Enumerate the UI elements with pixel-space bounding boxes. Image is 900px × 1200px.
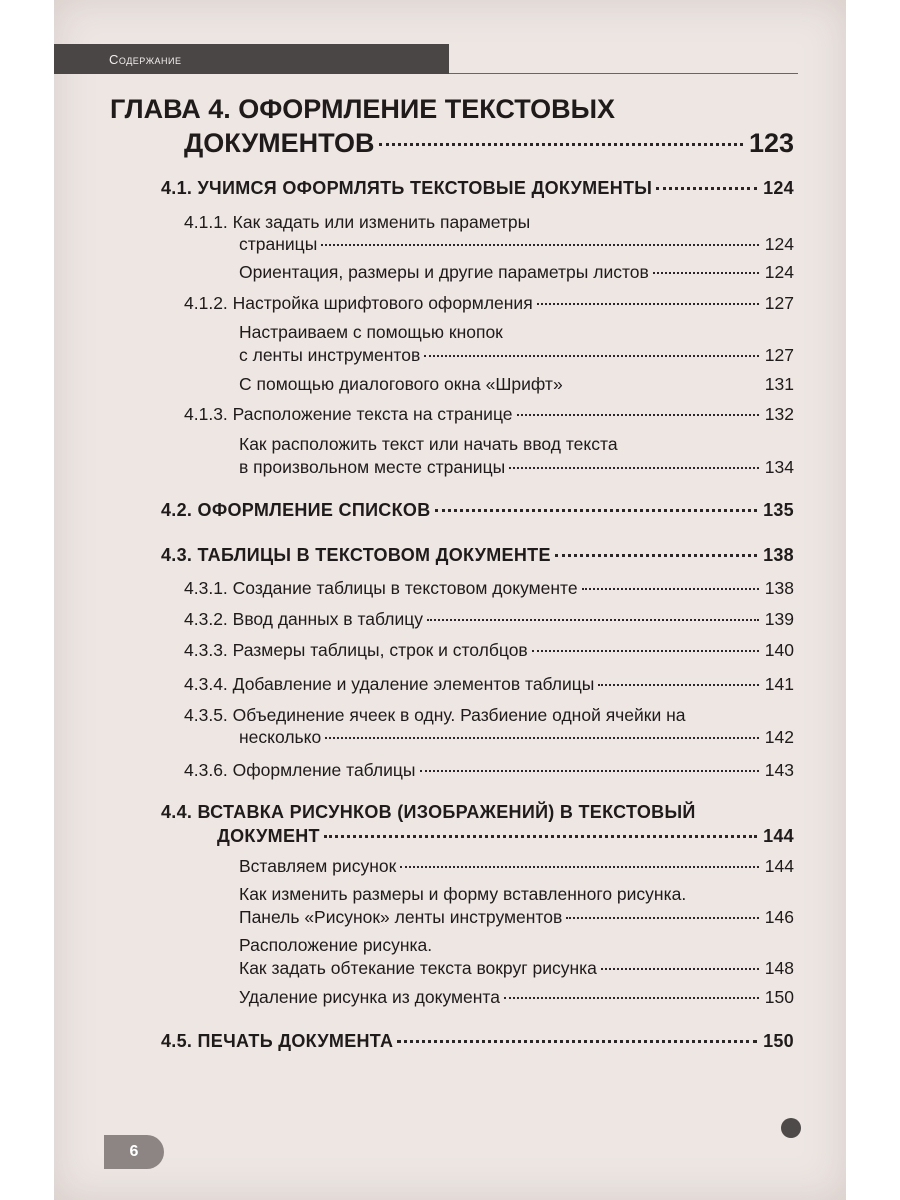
toc-page: 140 — [764, 640, 794, 660]
toc-subsection-4-3-3[interactable] — [184, 640, 794, 661]
leader-dots — [537, 303, 759, 305]
chapter-title-line2: ДОКУМЕНТОВ — [184, 128, 375, 158]
toc-item-font-dialog[interactable] — [239, 374, 794, 395]
ink-dot — [781, 1118, 801, 1138]
toc-subsection-4-1-1[interactable] — [239, 234, 794, 255]
toc-subsection-4-1-2[interactable] — [184, 293, 794, 314]
toc-page: 124 — [764, 234, 794, 254]
toc-ribbon-line1: Настраиваем с помощью кнопок — [239, 322, 503, 342]
toc-title: Удаление рисунка из документа — [239, 987, 500, 1007]
toc-title: Как задать обтекание текста вокруг рисунка — [239, 958, 597, 978]
toc-page: 138 — [764, 578, 794, 598]
toc-page: 134 — [764, 457, 794, 477]
toc-title: Вставляем рисунок — [239, 856, 397, 876]
toc-item-resize-picture[interactable] — [239, 907, 794, 928]
toc-page: 148 — [764, 958, 794, 978]
toc-page: 127 — [764, 293, 794, 313]
leader-dots — [653, 272, 759, 274]
toc-title: 4.2. ОФОРМЛЕНИЕ СПИСКОВ — [161, 500, 431, 520]
toc-wrap-line1: Расположение рисунка. — [239, 935, 433, 955]
toc-item-orientation[interactable] — [239, 262, 794, 283]
toc-section-4-3[interactable] — [161, 545, 794, 566]
leader-dots — [598, 684, 758, 686]
toc-subsection-4-3-2[interactable] — [184, 609, 794, 630]
leader-dots — [321, 244, 759, 246]
leader-dots — [324, 835, 757, 838]
page-number-tab — [104, 1135, 164, 1169]
leader-dots — [424, 355, 759, 357]
toc-page: 150 — [763, 1031, 794, 1051]
toc-page: 146 — [764, 907, 794, 927]
toc-title: 4.3.6. Оформление таблицы — [184, 760, 416, 780]
leader-dots — [420, 770, 759, 772]
leader-dots — [532, 650, 759, 652]
book-page — [54, 0, 846, 1200]
leader-dots — [555, 554, 757, 557]
toc-title: ДОКУМЕНТ — [217, 826, 320, 846]
chapter-title-line1: ГЛАВА 4. ОФОРМЛЕНИЕ ТЕКСТОВЫХ — [110, 94, 616, 124]
toc-page: 150 — [764, 987, 794, 1007]
toc-title: 4.3.1. Создание таблицы в текстовом документе — [184, 578, 578, 598]
toc-title: Панель «Рисунок» ленты инструментов — [239, 907, 563, 927]
toc-section-4-1[interactable] — [161, 178, 794, 199]
toc-4-3-5-line1: 4.3.5. Объединение ячеек в одну. Разбиение одной ячейки на — [184, 705, 686, 725]
leader-dots — [656, 187, 757, 190]
toc-page: 127 — [764, 345, 794, 365]
toc-title: 4.3. ТАБЛИЦЫ В ТЕКСТОВОМ ДОКУМЕНТЕ — [161, 545, 551, 565]
toc-title: 4.1.3. Расположение текста на странице — [184, 404, 513, 424]
toc-position-line1: Как расположить текст или начать ввод текста — [239, 434, 618, 454]
toc-item-insert-picture[interactable] — [239, 856, 794, 877]
leader-dots — [509, 467, 759, 469]
toc-section-4-4[interactable] — [217, 826, 794, 847]
toc-item-ribbon[interactable] — [239, 345, 794, 366]
toc-subsection-4-3-6[interactable] — [184, 760, 794, 781]
toc-4-4-line1: 4.4. ВСТАВКА РИСУНКОВ (ИЗОБРАЖЕНИЙ) В ТЕКСТОВЫЙ — [161, 802, 696, 822]
header-section-label: Содержание — [109, 51, 182, 67]
toc-section-4-2[interactable] — [161, 500, 794, 521]
toc-page: 144 — [764, 856, 794, 876]
leader-dots — [566, 917, 759, 919]
page-number: 6 — [129, 1143, 139, 1160]
toc-page: 139 — [764, 609, 794, 629]
chapter-page: 123 — [748, 128, 794, 158]
toc-title: с ленты инструментов — [239, 345, 421, 365]
toc-subsection-4-3-4[interactable] — [184, 674, 794, 695]
toc-page: 124 — [764, 262, 794, 282]
toc-title: 4.3.3. Размеры таблицы, строк и столбцов — [184, 640, 528, 660]
toc-title: Ориентация, размеры и другие параметры листов — [239, 262, 649, 282]
toc-page: 141 — [764, 674, 794, 694]
toc-resize-line1: Как изменить размеры и форму вставленного рисунка. — [239, 884, 687, 904]
toc-page: 131 — [764, 374, 794, 394]
toc-title: в произвольном месте страницы — [239, 457, 506, 477]
toc-page: 143 — [764, 760, 794, 780]
toc-page: 132 — [764, 404, 794, 424]
toc-section-4-5[interactable] — [161, 1031, 794, 1052]
toc-page: 135 — [763, 500, 794, 520]
toc-page: 142 — [764, 727, 794, 747]
leader-dots — [567, 384, 759, 386]
leader-dots — [397, 1040, 757, 1043]
toc-item-text-wrap[interactable] — [239, 958, 794, 979]
leader-dots — [427, 619, 759, 621]
toc-subsection-4-3-5[interactable] — [239, 727, 794, 748]
toc-subsection-4-3-1[interactable] — [184, 578, 794, 599]
toc-title: 4.1.2. Настройка шрифтового оформления — [184, 293, 533, 313]
leader-dots — [601, 968, 759, 970]
toc-title: 4.3.2. Ввод данных в таблицу — [184, 609, 424, 629]
chapter-entry[interactable] — [184, 128, 794, 159]
toc-page: 124 — [763, 178, 794, 198]
leader-dots — [379, 143, 743, 146]
toc-title: 4.3.4. Добавление и удаление элементов таблицы — [184, 674, 595, 694]
leader-dots — [582, 588, 759, 590]
toc-title: С помощью диалогового окна «Шрифт» — [239, 374, 563, 394]
toc-item-delete-picture[interactable] — [239, 987, 794, 1008]
toc-item-position[interactable] — [239, 457, 794, 478]
header-rule — [449, 73, 798, 74]
leader-dots — [435, 509, 758, 512]
leader-dots — [400, 866, 759, 868]
toc-page: 144 — [763, 826, 794, 846]
toc-subsection-4-1-3[interactable] — [184, 404, 794, 425]
toc-title: 4.1. УЧИМСЯ ОФОРМЛЯТЬ ТЕКСТОВЫЕ ДОКУМЕНТЫ — [161, 178, 653, 198]
leader-dots — [325, 737, 759, 739]
toc-title: несколько — [239, 727, 322, 747]
leader-dots — [517, 414, 759, 416]
toc-page: 138 — [763, 545, 794, 565]
toc-title: 4.5. ПЕЧАТЬ ДОКУМЕНТА — [161, 1031, 394, 1051]
toc-4-1-1-line1: 4.1.1. Как задать или изменить параметры — [184, 212, 531, 232]
leader-dots — [504, 997, 759, 999]
toc-title: страницы — [239, 234, 318, 254]
header-bar — [54, 44, 449, 74]
